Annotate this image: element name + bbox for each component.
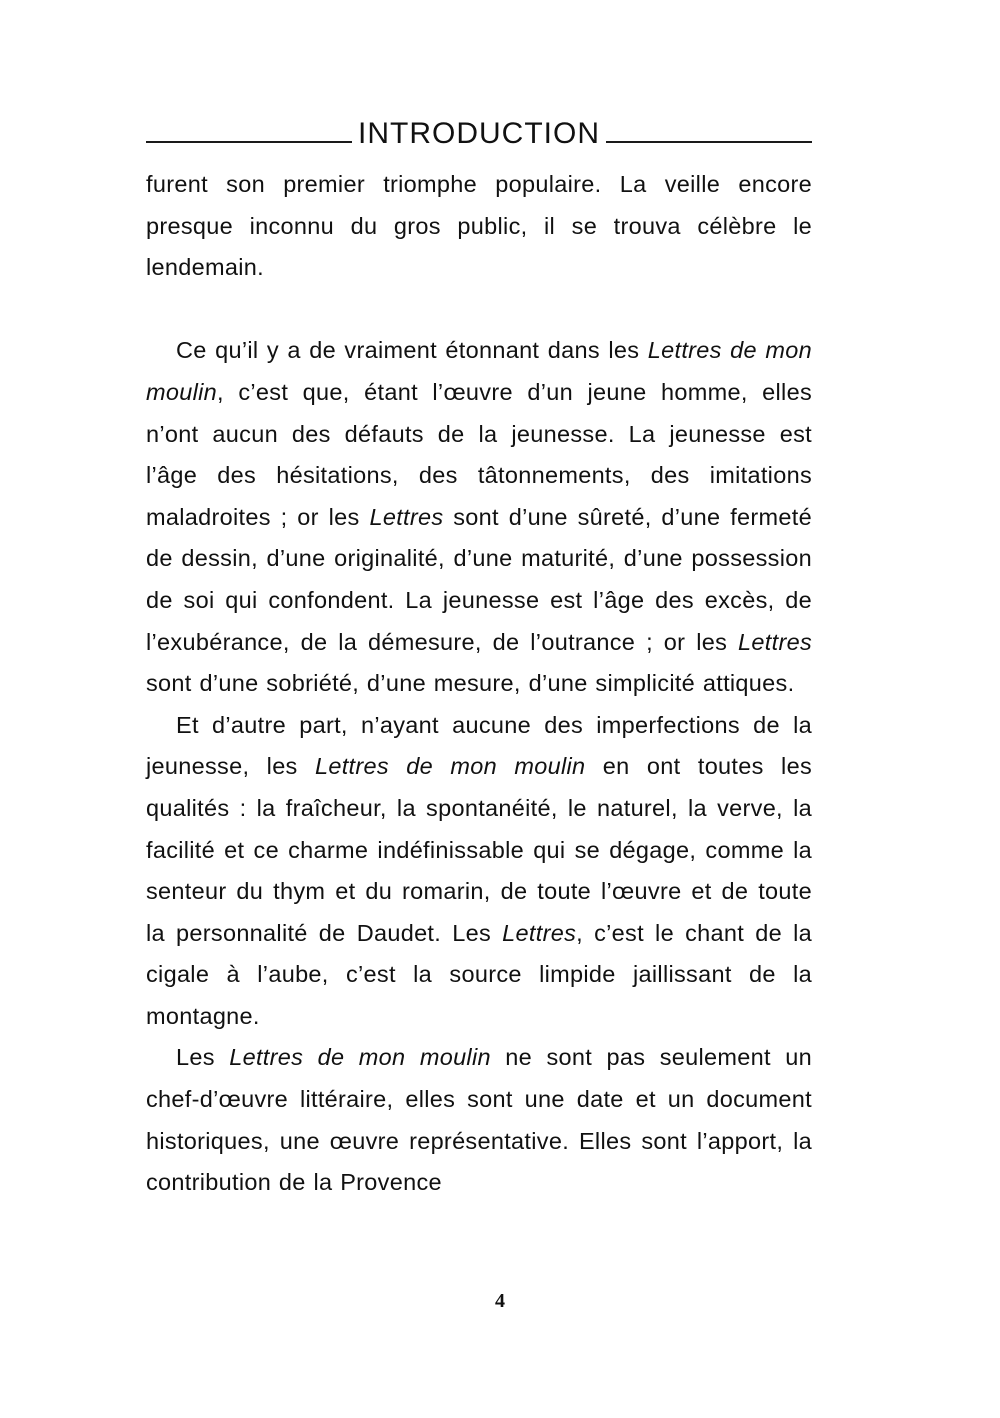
left-rule (146, 141, 352, 143)
paragraph-3-text: , c’est le chant de la cigale à l’aube, c’est la source limpide jaillissant de la montagne. (146, 919, 812, 1029)
paragraph-3 (146, 705, 812, 1038)
running-head-title: INTRODUCTION (358, 117, 600, 150)
paragraph-2 (146, 330, 812, 704)
paragraph-3-text: en ont toutes les qualités : la fraîcheur, la spontanéité, le naturel, la verve, la facilité et ce charme indéfinissable qui se dégage, comme la senteur du thym et du romarin, de toute l’œuvre et de toute la personnalité de Daudet. Les (146, 753, 812, 946)
paragraph-4 (146, 1037, 812, 1203)
paragraph-3-title-italic: Lettres (502, 919, 577, 946)
page-number: 4 (495, 1290, 505, 1312)
body-text (146, 164, 812, 1204)
page (146, 112, 812, 1204)
paragraph-2-title-italic: Lettres de mon moulin (146, 337, 812, 405)
paragraph-2-title-italic: Lettres (738, 628, 812, 655)
paragraph-2-title-italic: Lettres (369, 503, 444, 530)
paragraph-4-title-italic: Lettres de mon moulin (229, 1044, 491, 1071)
right-rule (606, 141, 812, 143)
paragraph-2-text: sont d’une sûreté, d’une fermeté de dessin, d’une originalité, d’une maturité, d’une possession de soi qui confondent. La jeunesse est l’âge des excès, de l’exubérance, de la démesure, de l’outrance ; or les (146, 503, 812, 655)
paragraph-3-title-italic: Lettres de mon moulin (314, 753, 586, 780)
paragraph-1-text: furent son premier triomphe populaire. La veille encore presque inconnu du gros public, il se trouva célèbre le lendemain. (146, 171, 812, 281)
paragraph-4-text: ne sont pas seulement un chef-d’œuvre littéraire, elles sont une date et un document historiques, une œuvre représentative. Elles sont l’apport, la contribution de la Provence (146, 1044, 813, 1196)
paragraph-4-text: Les (176, 1044, 230, 1071)
paragraph-3-text: Et d’autre part, n’ayant aucune des imperfections de la jeunesse, les (146, 711, 812, 780)
paragraph-2-text: sont d’une sobriété, d’une mesure, d’une simplicité attiques. (146, 670, 795, 697)
paragraph-2-text: , c’est que, étant l’œuvre d’un jeune homme, elles n’ont aucun des défauts de la jeunesse. La jeunesse est l’âge des hésitations, des tâtonnements, des imitations maladroites ; or les (146, 378, 812, 530)
paragraph-2-text: Ce qu’il y a de vraiment étonnant dans les (176, 337, 648, 364)
paragraph-1 (146, 164, 812, 289)
running-head (146, 112, 812, 156)
